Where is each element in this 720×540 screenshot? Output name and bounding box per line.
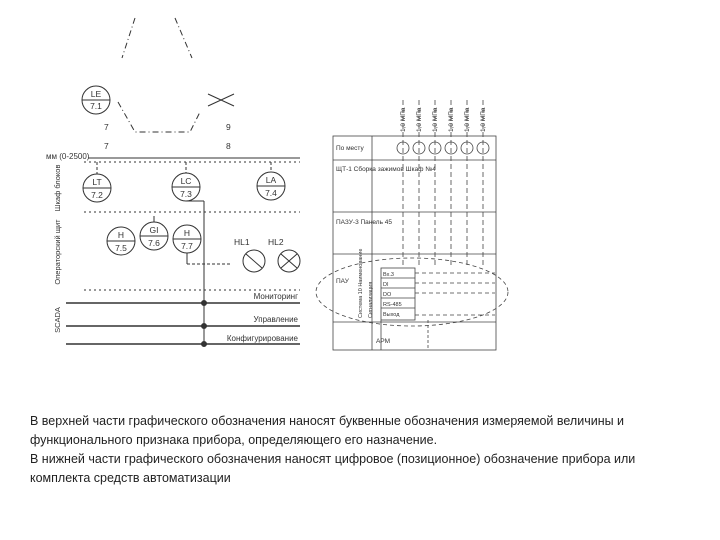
h2-pos: 7.7 — [181, 241, 193, 251]
column-label-6: 1,0 МПа — [480, 107, 487, 132]
gi-pos: 7.6 — [148, 238, 160, 248]
side-label-scada: SCADA — [53, 307, 62, 333]
h2-code: H — [183, 228, 191, 238]
h1-code: H — [117, 230, 125, 240]
header-label: По месту — [336, 145, 364, 152]
side-label-cabinet: Шкаф блоков — [53, 164, 62, 212]
la-code: LA — [265, 175, 277, 185]
line-number-2: 9 — [226, 122, 231, 132]
line-number-1: 7 — [104, 122, 109, 132]
column-label-2: 1,0 МПа — [416, 107, 423, 132]
bus-label-config: Конфигурирование — [226, 334, 298, 343]
column-label-4: 1,0 МПа — [448, 107, 455, 132]
gi-code: GI — [149, 225, 159, 235]
pau-item-1: Вх.3 — [383, 272, 394, 278]
caption-paragraph-1: В верхней части графического обозначения наносят буквенные обозначения измеряемой величины и функционального признака прибора, определяющего его назначение. — [30, 414, 625, 447]
h1-pos: 7.5 — [115, 243, 127, 253]
pau-item-2: DI — [383, 282, 389, 288]
column-label-5: 1,0 МПа — [464, 107, 471, 132]
left-panel-text — [46, 89, 299, 343]
row-label-4: АРМ — [376, 338, 391, 345]
line-number-4: 8 — [226, 141, 231, 151]
hl1-label: HL1 — [234, 237, 250, 247]
le-pos: 7.1 — [90, 101, 102, 111]
row-label-1: ЩТ-1 Сборка зажимов Шкаф №4 — [336, 166, 436, 173]
tank-outline — [122, 18, 192, 58]
pau-item-5: Выход — [383, 312, 400, 318]
pau-column-2: Сигнализация — [368, 281, 374, 318]
caption-paragraph-2: В нижней части графического обозначения наносят цифровое (позиционное) обозначение прибора или комплекта средств автоматизации — [30, 452, 636, 485]
pau-column-1: Система 10 Наименование — [358, 248, 364, 318]
pau-item-3: DO — [383, 292, 392, 298]
le-code: LE — [90, 89, 102, 99]
column-label-3: 1,0 МПа — [432, 107, 439, 132]
column-circles — [397, 142, 489, 154]
la-pos: 7.4 — [265, 188, 277, 198]
row-label-2: ПАЗУ-3 Панель 45 — [336, 219, 392, 226]
lc-code: LC — [180, 176, 192, 186]
lc-pos: 7.3 — [180, 189, 192, 199]
side-label-operator: Операторский щит — [53, 219, 62, 285]
column-label-1: 1,0 МПа — [400, 107, 407, 132]
bus-label-control: Управление — [253, 315, 298, 324]
lt-code: LT — [92, 177, 102, 187]
pau-item-4: RS-485 — [383, 302, 402, 308]
bus-label-monitoring: Мониторинг — [253, 292, 298, 301]
row-label-3: ПАУ — [336, 278, 349, 285]
tank-bottom — [118, 102, 200, 132]
caption — [30, 412, 690, 488]
hl2-label: HL2 — [268, 237, 284, 247]
column-lines — [403, 100, 483, 268]
line-number-3: 7 — [104, 141, 109, 151]
range-label: мм (0-2500) — [46, 152, 90, 161]
lt-pos: 7.2 — [91, 190, 103, 200]
valve-symbol — [208, 94, 234, 106]
